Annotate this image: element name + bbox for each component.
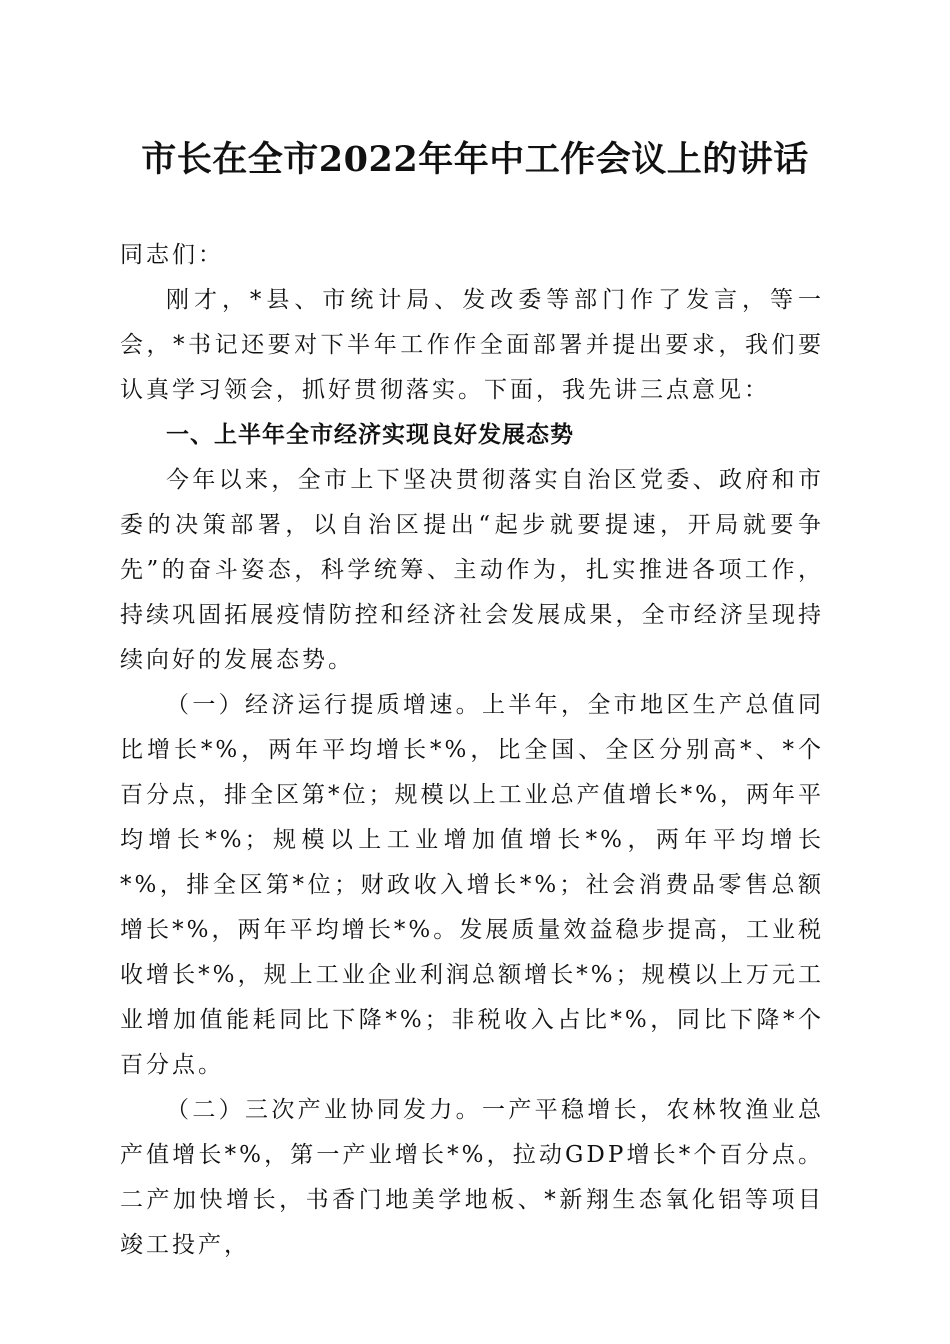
document-body (120, 233, 824, 1268)
paragraph-opening: 刚才，*县、市统计局、发改委等部门作了发言，等一会，*书记还要对下半年工作作全面部署并提出要求，我们要认真学习领会，抓好贯彻落实。下面，我先讲三点意见： (120, 287, 824, 403)
section-heading-1: 一、上半年全市经济实现良好发展态势 (166, 422, 574, 448)
document-title: 市长在全市2022年年中工作会议上的讲话 (141, 139, 809, 180)
paragraph-overview: 今年以来，全市上下坚决贯彻落实自治区党委、政府和市委的决策部署，以自治区提出“起步就要提速，开局就要争先”的奋斗姿态，科学统筹、主动作为，扎实推进各项工作，持续巩固拓展疫情防控和经济社会发展成果，全市经济呈现持续向好的发展态势。 (120, 467, 824, 673)
paragraph-economic-operation: （一）经济运行提质增速。上半年，全市地区生产总值同比增长*%，两年平均增长*%，比全国、全区分别高*、*个百分点，排全区第*位；规模以上工业总产值增长*%，两年平均增长*%；规模以上工业增加值增长*%，两年平均增长*%，排全区第*位；财政收入增长*%；社会消费品零售总额增长*%，两年平均增长*%。发展质量效益稳步提高，工业税收增长*%，规上工业企业利润总额增长*%；规模以上万元工业增加值能耗同比下降*%；非税收入占比*%，同比下降*个百分点。 (120, 692, 824, 1078)
paragraph-three-industries: （二）三次产业协同发力。一产平稳增长，农林牧渔业总产值增长*%，第一产业增长*%，拉动GDP增长*个百分点。二产加快增长，书香门地美学地板、*新翔生态氧化铝等项目竣工投产， (120, 1097, 824, 1258)
salutation: 同志们： (120, 242, 224, 268)
